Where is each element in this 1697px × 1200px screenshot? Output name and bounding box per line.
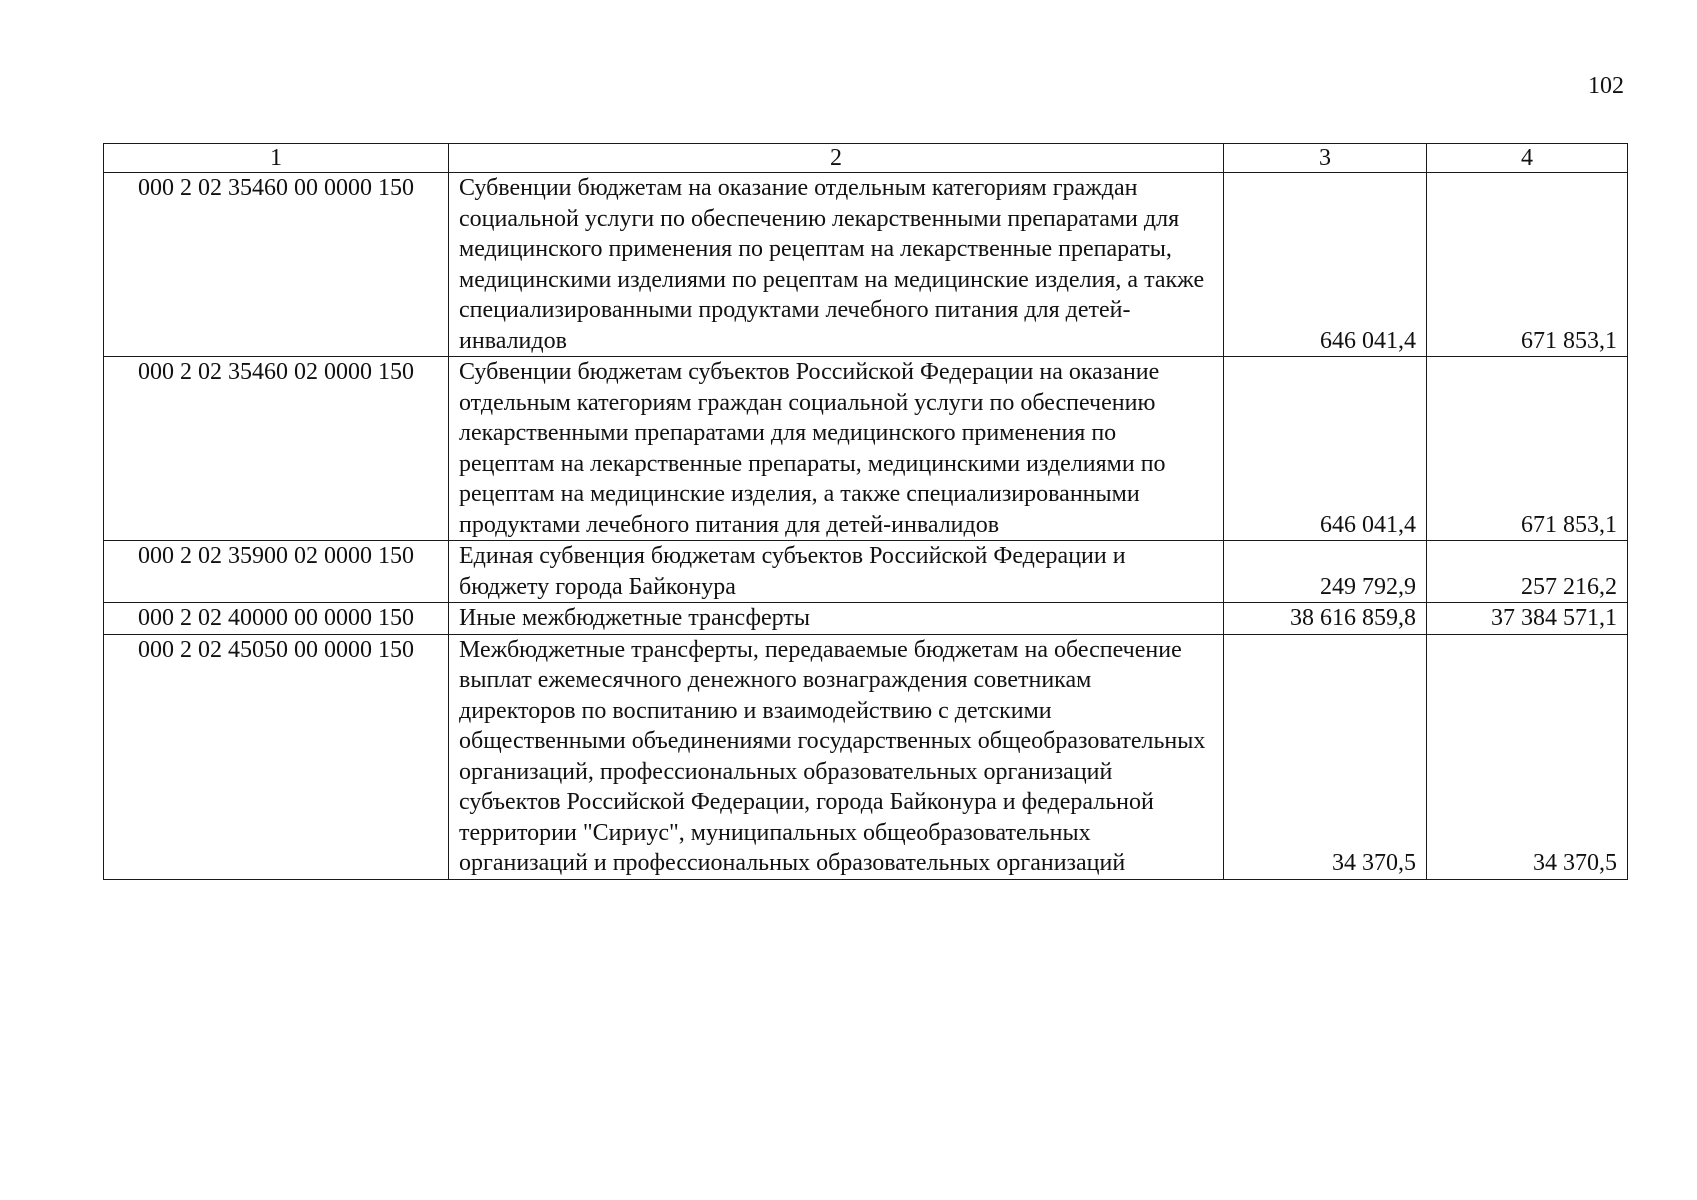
column-4-value: 257 216,2 [1521,573,1617,600]
column-4-value-cell [1427,634,1628,879]
column-3-value-cell [1224,357,1427,541]
row-description: Субвенции бюджетам субъектов Российской Федерации на оказание отдельным категориям граждан социальной услуги по обеспечению лекарственными препаратами для медицинского применения по рецептам на лекарственные препараты, медицинскими изделиями по рецептам на медицинские изделия, а также специализированными продуктами лечебного питания для детей-инвалидов [459,359,1166,538]
row-description: Субвенции бюджетам на оказание отдельным категориям граждан социальной услуги по обеспечению лекарственными препаратами для медицинского применения по рецептам на лекарственные препараты, медицинскими изделиями по рецептам на медицинские изделия, а также специализированными продуктами лечебного питания для детей-инвалидов [459,175,1205,354]
budget-code: 000 2 02 45050 00 0000 150 [138,636,414,663]
row-description: Единая субвенция бюджетам субъектов Российской Федерации и бюджету города Байконура [459,543,1126,600]
table-row [104,634,1628,879]
budget-code-cell [104,357,449,541]
budget-code: 000 2 02 35900 02 0000 150 [138,543,414,569]
row-description: Иные межбюджетные трансферты [459,605,810,631]
column-3-value: 646 041,4 [1320,511,1416,538]
column-3-value-cell [1224,634,1427,879]
column-3-value: 646 041,4 [1320,327,1416,354]
table-row [104,541,1628,603]
column-4-value-cell [1427,173,1628,357]
budget-code: 000 2 02 35460 02 0000 150 [138,359,414,385]
column-4-value-cell [1427,603,1628,635]
description-cell [449,357,1224,541]
description-cell [449,541,1224,603]
column-3-value: 34 370,5 [1332,850,1416,876]
budget-code-cell [104,603,449,635]
budget-code-cell [104,634,449,879]
page-number: 102 [1588,73,1624,99]
column-header-4: 4 [1427,144,1628,173]
budget-table [103,143,1628,880]
column-3-value-cell [1224,603,1427,635]
budget-code-cell [104,541,449,603]
table-row [104,603,1628,635]
column-4-value: 37 384 571,1 [1491,605,1617,631]
column-3-value-cell [1224,173,1427,357]
row-description: Межбюджетные трансферты, передаваемые бюджетам на обеспечение выплат ежемесячного денежного вознаграждения советникам директоров по воспитанию и взаимодействию с детскими общественными объединениями государственных общеобразовательных организаций, профессиональных образовательных организаций субъектов Российской Федерации, города Байконура и федеральной территории "Сириус", муниципальных общеобразовательных организаций и профессиональных образовательных организаций [459,636,1206,876]
column-4-value: 671 853,1 [1521,511,1617,538]
budget-code: 000 2 02 40000 00 0000 150 [138,605,414,631]
column-header-3: 3 [1224,144,1427,173]
table-row [104,357,1628,541]
description-cell [449,634,1224,879]
table-row [104,173,1628,357]
column-header-2: 2 [449,144,1224,173]
budget-code: 000 2 02 35460 00 0000 150 [138,175,414,201]
column-3-value-cell [1224,541,1427,603]
column-4-value-cell [1427,541,1628,603]
column-4-value: 34 370,5 [1533,850,1617,876]
column-3-value: 38 616 859,8 [1290,605,1416,631]
description-cell [449,173,1224,357]
description-cell [449,603,1224,635]
table-header-row [104,144,1628,173]
column-3-value: 249 792,9 [1320,573,1416,600]
column-4-value-cell [1427,357,1628,541]
budget-code-cell [104,173,449,357]
column-4-value: 671 853,1 [1521,327,1617,354]
column-header-1: 1 [104,144,449,173]
